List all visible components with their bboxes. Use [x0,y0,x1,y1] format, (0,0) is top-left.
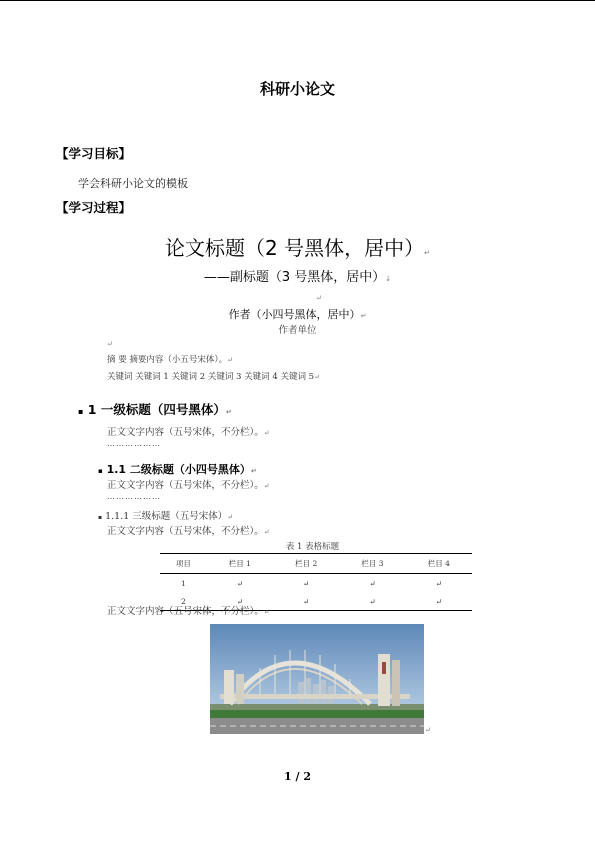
table-cell: ↵ [236,578,243,588]
paragraph-mark: ↵ [263,528,270,536]
body-text-1: 正文文字内容（五号宋体，不分栏）。 [107,427,264,438]
bullet-marker: ▪ [98,514,103,521]
ellipsis-line-2: ……………… [107,492,161,501]
bridge-figure-image [210,624,424,734]
page-number: 1 / 2 [284,770,311,783]
paper-author-text: 作者（小四号黑体，居中） [228,308,361,321]
author-unit: 作者单位 [278,325,317,336]
table-header-row [160,554,472,574]
table-cell: 1 [180,578,186,588]
paragraph-mark: ↓ [385,275,392,283]
paragraph-mark: ↵ [263,482,270,490]
body-text-3: 正文文字内容（五号宋体，不分栏）。 [107,526,264,537]
heading-level-1-text: 1 一级标题（四号黑体） [87,402,226,417]
paragraph-mark: ↵ [263,429,270,437]
body-text-4: 正文文字内容（五号宋体，不分栏）。 [107,606,264,617]
body-paragraph-2 [107,477,270,491]
ellipsis-line-1: ……………… [107,439,161,448]
body-paragraph-4 [107,603,270,617]
table-header-cell: 栏目 2 [273,554,339,574]
paper-subtitle-text: ——副标题（3 号黑体，居中） [203,270,386,285]
paragraph-mark: ↵ [360,312,367,320]
paper-title-text: 论文标题（2 号黑体，居中） [165,236,425,260]
heading-level-2 [98,461,257,477]
paragraph-mark: ↵ [263,608,270,616]
paragraph-mark: ↵ [316,294,322,302]
bullet-marker: ▪ [98,467,103,475]
document-title: 科研小论文 [259,80,335,98]
table-caption: 表 1 表格标题 [285,542,340,552]
heading-level-1 [78,400,232,418]
bullet-marker: ▪ [78,407,84,416]
table-cell: ↵ [435,596,442,606]
table-row [160,574,472,593]
paragraph-mark: ↵ [107,340,113,348]
paragraph-mark: ↵ [225,408,232,416]
paragraph-mark: ↵ [227,513,234,521]
table-cell: 2 [180,596,186,606]
paper-subtitle [0,266,595,285]
table-cell: ↵ [369,578,376,588]
paragraph-mark: ↵ [227,356,234,364]
abstract-text: 摘 要 摘要内容（小五号宋体）。 [107,355,228,365]
heading-level-3 [98,508,233,522]
table-cell: ↵ [303,596,310,606]
paragraph-mark: ↵ [425,726,431,734]
table-header-cell: 栏目 3 [339,554,405,574]
section-heading-goal: 【学习目标】 [56,146,132,161]
body-paragraph-3 [107,523,270,537]
goal-text: 学会科研小论文的模板 [78,177,188,190]
heading-level-2-text: 1.1 二级标题（小四号黑体） [106,463,251,476]
body-paragraph-1 [107,424,270,438]
table-header-cell: 项目 [160,554,207,574]
paper-title [0,232,595,261]
heading-level-3-text: 1.1.1 三级标题（五号宋体） [105,511,228,522]
table-cell: ↵ [303,578,310,588]
paragraph-mark: ↵ [424,249,430,257]
body-text-2: 正文文字内容（五号宋体，不分栏）。 [107,480,264,491]
keywords-text: 关键词 关键词 1 关键词 2 关键词 3 关键词 4 关键词 5 [107,372,315,382]
table-cell: ↵ [435,578,442,588]
abstract-line [107,353,233,365]
table-cell: ↵ [369,596,376,606]
paragraph-mark: ↵ [250,467,257,475]
table-cell: ↵ [236,596,243,606]
keywords-line [107,370,320,382]
table-header-cell: 栏目 4 [406,554,472,574]
paragraph-mark: ↵ [314,373,320,381]
top-border-line [0,0,595,1]
paper-author [0,306,595,322]
section-heading-process: 【学习过程】 [56,200,132,215]
table-header-cell: 栏目 1 [207,554,273,574]
